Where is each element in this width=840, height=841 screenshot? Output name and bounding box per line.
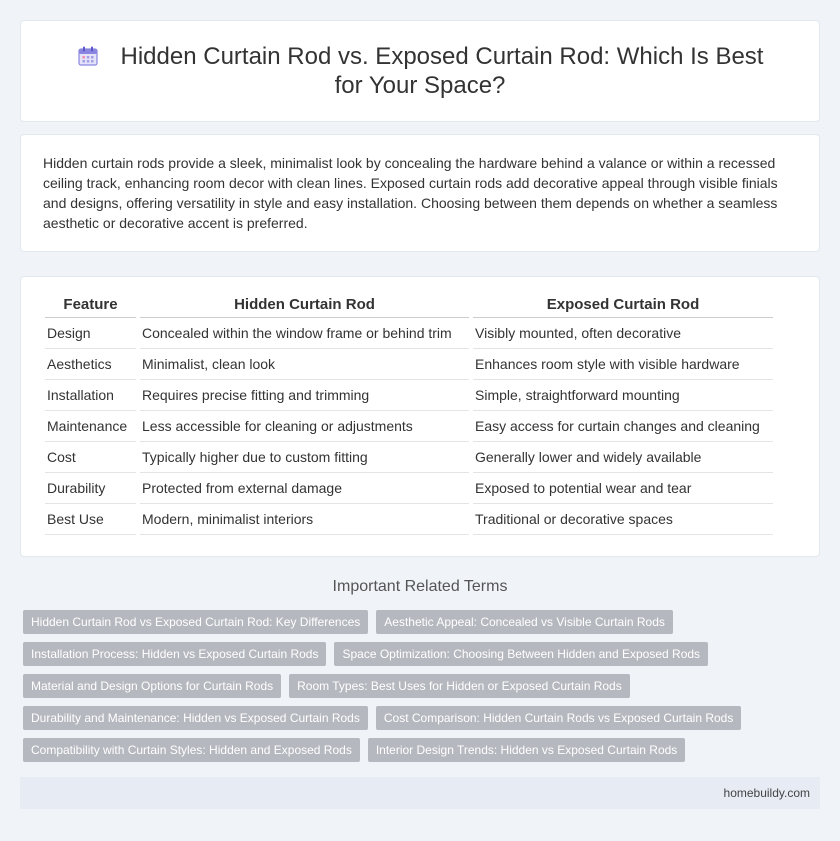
intro-text: Hidden curtain rods provide a sleek, minimalist look by concealing the hardware behind a valance or within a recessed ceiling track, enhancing room decor with clean lines. Exposed curtain rods add decorative appeal through visible finials and designs, offering versatility in style and easy installation. Choosing between them depends on whether a seamless aesthetic or decorative accent is preferred. [43, 155, 778, 231]
cell-exposed: Enhances room style with visible hardware [473, 349, 773, 380]
cell-feature: Maintenance [45, 411, 136, 442]
table-row [45, 504, 773, 535]
cell-hidden: Concealed within the window frame or behind trim [140, 318, 469, 349]
related-terms-list [23, 610, 823, 770]
related-term-tag[interactable]: Installation Process: Hidden vs Exposed Curtain Rods [23, 642, 326, 666]
table-row [45, 411, 773, 442]
title-card [20, 20, 820, 122]
page-title-wrap [60, 42, 780, 100]
header-feature: Feature [45, 296, 136, 318]
calendar-icon [77, 45, 99, 67]
related-term-tag[interactable]: Durability and Maintenance: Hidden vs Exposed Curtain Rods [23, 706, 368, 730]
related-term-tag[interactable]: Aesthetic Appeal: Concealed vs Visible Curtain Rods [376, 610, 673, 634]
related-term-tag[interactable]: Compatibility with Curtain Styles: Hidden and Exposed Rods [23, 738, 360, 762]
cell-hidden: Requires precise fitting and trimming [140, 380, 469, 411]
related-term-tag[interactable]: Material and Design Options for Curtain Rods [23, 674, 281, 698]
cell-feature: Cost [45, 442, 136, 473]
related-term-tag[interactable]: Room Types: Best Uses for Hidden or Exposed Curtain Rods [289, 674, 630, 698]
table-row [45, 473, 773, 504]
cell-exposed: Easy access for curtain changes and cleaning [473, 411, 773, 442]
related-terms-title: Important Related Terms [332, 578, 508, 595]
footer-site-link[interactable]: homebuildy.com [723, 786, 810, 800]
related-term-tag[interactable]: Hidden Curtain Rod vs Exposed Curtain Rod: Key Differences [23, 610, 368, 634]
cell-feature: Best Use [45, 504, 136, 535]
comparison-card [20, 276, 820, 557]
comparison-table [41, 296, 777, 535]
table-row [45, 380, 773, 411]
cell-hidden: Less accessible for cleaning or adjustments [140, 411, 469, 442]
header-hidden: Hidden Curtain Rod [140, 296, 469, 318]
intro-card [20, 134, 820, 252]
header-exposed: Exposed Curtain Rod [473, 296, 773, 318]
related-term-tag[interactable]: Space Optimization: Choosing Between Hidden and Exposed Rods [334, 642, 708, 666]
cell-feature: Installation [45, 380, 136, 411]
cell-hidden: Modern, minimalist interiors [140, 504, 469, 535]
cell-hidden: Typically higher due to custom fitting [140, 442, 469, 473]
table-row [45, 318, 773, 349]
cell-exposed: Visibly mounted, often decorative [473, 318, 773, 349]
table-header-row [45, 296, 773, 318]
table-row [45, 349, 773, 380]
cell-exposed: Simple, straightforward mounting [473, 380, 773, 411]
cell-hidden: Minimalist, clean look [140, 349, 469, 380]
tag-row [23, 706, 823, 730]
cell-exposed: Traditional or decorative spaces [473, 504, 773, 535]
cell-feature: Aesthetics [45, 349, 136, 380]
page-title: Hidden Curtain Rod vs. Exposed Curtain Rod: Which Is Best for Your Space? [120, 43, 764, 99]
related-term-tag[interactable]: Interior Design Trends: Hidden vs Exposed Curtain Rods [368, 738, 685, 762]
tag-row [23, 610, 823, 634]
cell-exposed: Generally lower and widely available [473, 442, 773, 473]
related-term-tag[interactable]: Cost Comparison: Hidden Curtain Rods vs Exposed Curtain Rods [376, 706, 742, 730]
tag-row [23, 674, 823, 698]
cell-hidden: Protected from external damage [140, 473, 469, 504]
tag-row [23, 738, 823, 762]
cell-feature: Durability [45, 473, 136, 504]
tag-row [23, 642, 823, 666]
footer [20, 777, 820, 809]
cell-feature: Design [45, 318, 136, 349]
cell-exposed: Exposed to potential wear and tear [473, 473, 773, 504]
table-row [45, 442, 773, 473]
